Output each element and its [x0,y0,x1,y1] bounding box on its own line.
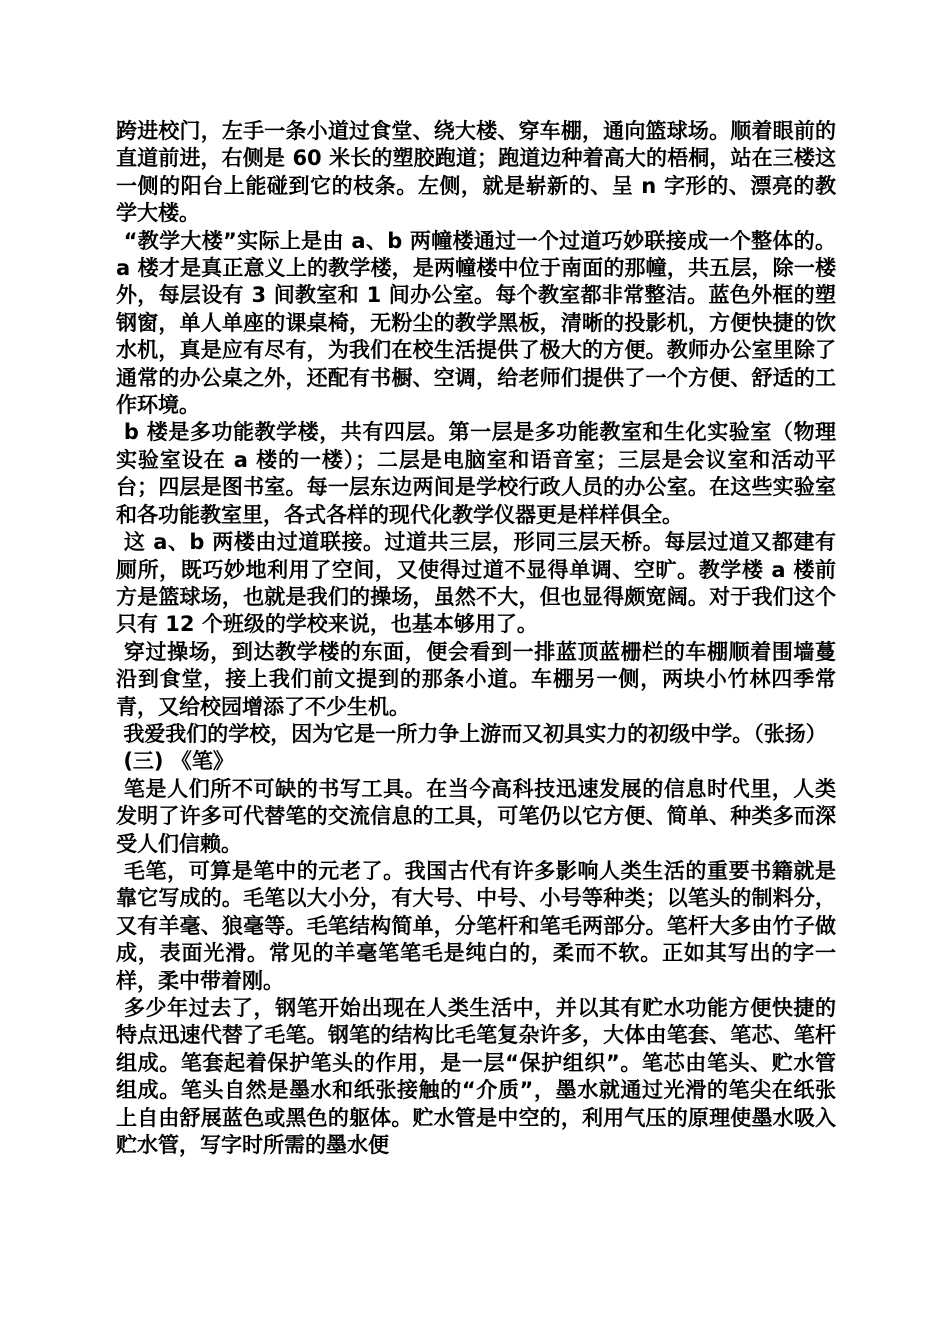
paragraph-pen-intro: 笔是人们所不可缺的书写工具。在当今高科技迅速发展的信息时代里，人类发明了许多可代替笔的交流信息的工具，可笔仍以它方便、简单、种类多而深受人们信赖。 [116,776,837,856]
paragraph-campus-entrance: 跨进校门，左手一条小道过食堂、绕大楼、穿车棚，通向篮球场。顺着眼前的直道前进，右侧是 60 米长的塑胶跑道；跑道边种着高大的梧桐，站在三楼这一侧的阳台上能碰到它的枝条。左侧，就是崭新的、呈 n 字形的、漂亮的教学大楼。 [116,119,836,226]
paragraph-conclusion: 我爱我们的学校，因为它是一所力争上游而又初具实力的初级中学。（张扬） [116,721,827,746]
document-page [116,118,836,1159]
paragraph-fountain-pen: 多少年过去了，钢笔开始出现在人类生活中，并以其有贮水功能方便快捷的特点迅速代替了毛笔。钢笔的结构比毛笔复杂许多，大体由笔套、笔芯、笔杆组成。笔套起着保护笔头的作用，是一层“保护组织”。笔芯由笔头、贮水管组成。笔头自然是墨水和纸张接触的“介质”，墨水就通过光滑的笔尖在纸张上自由舒展蓝色或黑色的躯体。贮水管是中空的，利用气压的原理使墨水吸入贮水管，写字时所需的墨水便 [116,996,837,1158]
paragraph-teaching-building: “教学大楼”实际上是由 a、b 两幢楼通过一个过道巧妙联接成一个整体的。a 楼才是真正意义上的教学楼，是两幢楼中位于南面的那幢，共五层，除一楼外，每层设有 3 间教室和 1 间办公室。每个教室都非常整洁。蓝色外框的塑钢窗，单人单座的课桌椅，无粉尘的教学黑板，清晰的投影机，方便快捷的饮水机，真是应有尽有，为我们在校生活提供了极大的方便。教师办公室里除了通常的办公桌之外，还配有书橱、空调，给老师们提供了一个方便、舒适的工作环境。 [116,228,836,418]
paragraph-corridor: 这 a、b 两楼由过道联接。过道共三层，形同三层天桥。每层过道又都建有厕所，既巧妙地利用了空间，又使得过道不显得单调、空旷。教学楼 a 楼前方是篮球场，也就是我们的操场，虽然不大，但也显得颇宽阔。对于我们这个只有 12 个班级的学校来说，也基本够用了。 [116,530,837,637]
paragraph-building-b: b 楼是多功能教学楼，共有四层。第一层是多功能教室和生化实验室（物理实验室设在 a 楼的一楼）；二层是电脑室和语音室；三层是会议室和活动平台；四层是图书室。每一层东边两间是学校行政人员的办公室。在这些实验室和各功能教室里，各式各样的现代化教学仪器更是样样俱全。 [116,420,837,527]
paragraph-brush: 毛笔，可算是笔中的元老了。我国古代有许多影响人类生活的重要书籍就是靠它写成的。毛笔以大小分，有大号、中号、小号等种类；以笔头的制料分，又有羊毫、狼毫等。毛笔结构简单，分笔杆和笔毛两部分。笔杆大多由竹子做成，表面光滑。常见的羊毫笔笔毛是纯白的，柔而不软。正如其写出的字一样，柔中带着刚。 [116,858,837,993]
paragraph-bike-shed: 穿过操场，到达教学楼的东面，便会看到一排蓝顶蓝栅栏的车棚顺着围墙蔓沿到食堂，接上我们前文提到的那条小道。车棚另一侧，两块小竹林四季常青，又给校园增添了不少生机。 [116,639,837,719]
section-heading-pen: (三) 《笔》 [116,749,234,774]
